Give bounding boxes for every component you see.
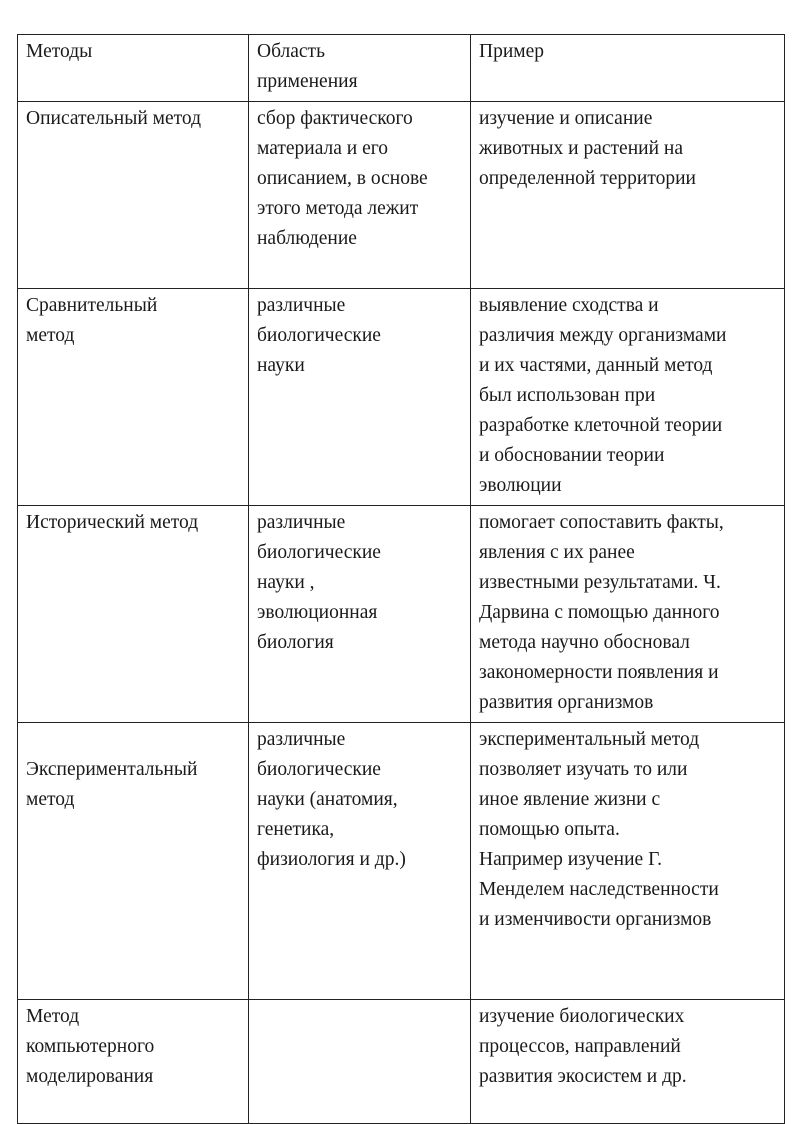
example-cell: [471, 289, 785, 506]
header-label: Пример: [479, 41, 545, 62]
cell-text-line: Например изучение Г.: [479, 849, 663, 870]
cell-text-line: различия между организмами: [479, 325, 727, 346]
cell-text-line: науки (анатомия,: [257, 789, 398, 810]
cell-text-line: изучение биологических: [479, 1006, 685, 1027]
header-label: Область: [257, 41, 325, 62]
table-row: [18, 102, 785, 289]
cell-text-line: Дарвина с помощью данного: [479, 602, 720, 623]
cell-text-line: науки ,: [257, 572, 315, 593]
cell-text-line: и обосновании теории: [479, 445, 665, 466]
cell-text-line: компьютерного: [26, 1036, 155, 1057]
cell-text-line: Сравнительный: [26, 295, 158, 316]
cell-text-line: Исторический метод: [26, 512, 199, 533]
cell-text-line: биологические: [257, 325, 381, 346]
methods-table: [17, 34, 785, 1124]
method-cell: [18, 102, 249, 289]
cell-text-line: помощью опыта.: [479, 819, 620, 840]
method-cell: [18, 1000, 249, 1124]
cell-text-line: определенной территории: [479, 168, 696, 189]
header-cell-methods: [18, 35, 249, 102]
table-row: [18, 506, 785, 723]
method-cell: [18, 506, 249, 723]
cell-text-line: моделирования: [26, 1066, 154, 1087]
cell-text-line: изучение и описание: [479, 108, 653, 129]
table-row: [18, 1000, 785, 1124]
cell-text-line: метод: [26, 325, 75, 346]
cell-text-line: развития экосистем и др.: [479, 1066, 687, 1087]
table-row: [18, 289, 785, 506]
cell-text-line: различные: [257, 512, 346, 533]
cell-text-line: Метод: [26, 1006, 80, 1027]
cell-text-line: Менделем наследственности: [479, 879, 719, 900]
area-cell-empty: [249, 1000, 471, 1124]
cell-text-line: иное явление жизни с: [479, 789, 661, 810]
example-cell: [471, 506, 785, 723]
cell-text-line: животных и растений на: [479, 138, 683, 159]
cell-text-line: и изменчивости организмов: [479, 909, 712, 930]
cell-text-line: выявление сходства и: [479, 295, 659, 316]
cell-text-line: биологические: [257, 759, 381, 780]
cell-text-line: Экспериментальный: [26, 759, 198, 780]
area-cell: [249, 506, 471, 723]
header-label: применения: [257, 71, 358, 92]
method-cell: [18, 723, 249, 1000]
area-cell: [249, 102, 471, 289]
cell-text-line: закономерности появления и: [479, 662, 719, 683]
cell-text-line: сбор фактического: [257, 108, 413, 129]
cell-text-line: различные: [257, 295, 346, 316]
cell-text-line: известными результатами. Ч.: [479, 572, 721, 593]
page-top-margin: [0, 0, 800, 34]
header-cell-example: [471, 35, 785, 102]
cell-text-line: экспериментальный метод: [479, 729, 700, 750]
cell-text-line: биология: [257, 632, 334, 653]
table-header-row: [18, 35, 785, 102]
cell-text-line: науки: [257, 355, 305, 376]
cell-text-line: метод: [26, 789, 75, 810]
cell-text-line: явления с их ранее: [479, 542, 635, 563]
cell-text-line: различные: [257, 729, 346, 750]
cell-text-line: Описательный метод: [26, 108, 202, 129]
cell-text-line: позволяет изучать то или: [479, 759, 688, 780]
area-cell: [249, 723, 471, 1000]
cell-text-line: был использован при: [479, 385, 656, 406]
cell-text-line: физиология и др.): [257, 849, 406, 870]
table-row: [18, 723, 785, 1000]
cell-text-line: биологические: [257, 542, 381, 563]
cell-text-line: генетика,: [257, 819, 335, 840]
cell-text-line: метода научно обосновал: [479, 632, 690, 653]
cell-text-line: материала и его: [257, 138, 389, 159]
cell-text-line: процессов, направлений: [479, 1036, 681, 1057]
header-label: Методы: [26, 41, 93, 62]
area-cell: [249, 289, 471, 506]
cell-text-line: эволюционная: [257, 602, 378, 623]
cell-text-line: наблюдение: [257, 228, 357, 249]
example-cell: [471, 1000, 785, 1124]
cell-text-line: описанием, в основе: [257, 168, 428, 189]
cell-text-line: помогает сопоставить факты,: [479, 512, 724, 533]
cell-text-line: и их частями, данный метод: [479, 355, 713, 376]
header-cell-area: [249, 35, 471, 102]
cell-text-line: разработке клеточной теории: [479, 415, 723, 436]
example-cell: [471, 102, 785, 289]
example-cell: [471, 723, 785, 1000]
method-cell: [18, 289, 249, 506]
cell-text-line: этого метода лежит: [257, 198, 419, 219]
cell-text-line: развития организмов: [479, 692, 654, 713]
cell-text-line: эволюции: [479, 475, 562, 496]
